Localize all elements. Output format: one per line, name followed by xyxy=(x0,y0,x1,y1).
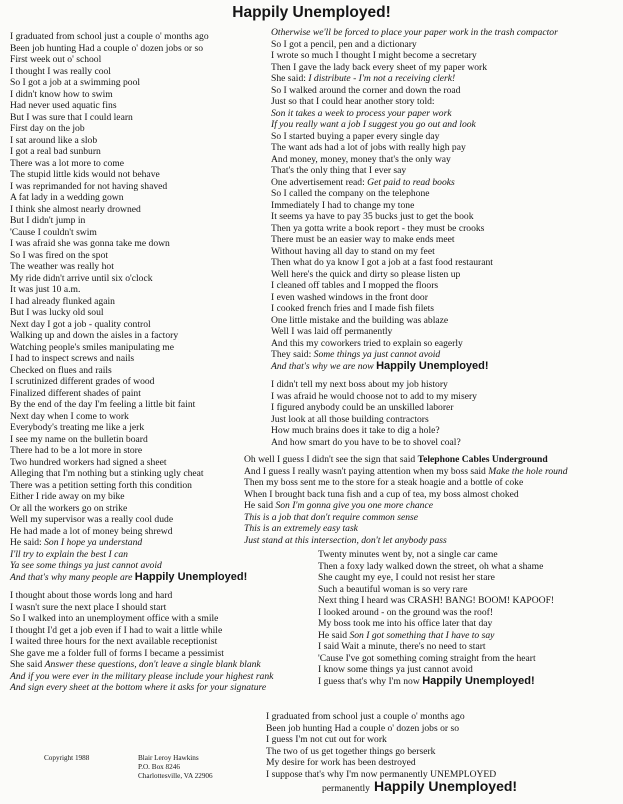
line-text: One little mistake and the building was ablaze xyxy=(271,314,449,326)
line-text: I suppose that's why I'm now permanently UNEMPLOYED xyxy=(266,768,497,780)
poem-line xyxy=(271,142,558,154)
poem-line xyxy=(10,31,273,43)
line-text: I was afraid she was gonna take me down xyxy=(10,238,170,249)
line-text: I even washed windows in the front door xyxy=(271,291,428,303)
line-text: And how smart do you have to be to shovel coal? xyxy=(271,436,461,448)
line-text: Son I got something that I have to say xyxy=(349,629,495,641)
refrain-text: Happily Unemployed! xyxy=(134,570,248,583)
line-text: I cleaned off tables and I mopped the floors xyxy=(271,280,439,291)
line-text: Been job hunting Had a couple o' dozen jobs or so xyxy=(10,42,204,54)
line-text: Son I hope ya understand xyxy=(44,537,143,548)
poem-line xyxy=(10,284,273,296)
final-line-big: Happily Unemployed! xyxy=(373,778,518,794)
line-text: I graduated from school just a couple o' months ago xyxy=(266,711,465,722)
column-right xyxy=(271,27,558,448)
line-text: Without having all day to stand on my feet xyxy=(271,245,435,257)
poem-line xyxy=(266,723,496,735)
poem-line xyxy=(318,572,554,584)
line-text: 'Cause I couldn't swim xyxy=(10,226,97,238)
line-text: 'Cause I've got something coming straight from the heart xyxy=(318,652,536,664)
author-po-box: P.O. Box 8246 xyxy=(138,763,180,771)
line-text: Make the hole round xyxy=(488,465,568,477)
line-text: Then ya gotta write a book report - they must be crooks xyxy=(271,222,485,234)
poem-line xyxy=(244,454,568,466)
poem-line xyxy=(10,135,273,147)
poem-line xyxy=(10,411,273,423)
line-text: I figured anybody could be an unskilled laborer xyxy=(271,402,454,413)
poem-line xyxy=(10,457,273,469)
line-text: The stupid little kids would not behave xyxy=(10,169,160,180)
line-text: The weather was really hot xyxy=(10,261,114,272)
poem-line xyxy=(10,636,273,648)
poem-line xyxy=(318,630,554,642)
column-left xyxy=(10,31,276,694)
poem-line xyxy=(318,676,554,688)
line-text: Either I ride away on my bike xyxy=(10,491,125,502)
line-text: Get paid to read books xyxy=(367,176,455,188)
line-text: Oh well I guess I didn't see the sign that said xyxy=(244,454,418,465)
final-line-small: permanently xyxy=(322,783,370,794)
line-text: I thought about those words long and hard xyxy=(10,590,173,601)
poem-line xyxy=(10,353,273,365)
poem-line xyxy=(10,537,273,549)
poem-line xyxy=(318,549,554,561)
poem-line xyxy=(271,119,558,131)
poem-line xyxy=(10,123,273,135)
line-text: I was reprimanded for not having shaved xyxy=(10,180,168,192)
line-text: I sat around like a slob xyxy=(10,134,98,146)
poem-line xyxy=(271,177,558,189)
poem-line xyxy=(10,227,273,239)
line-text: This is a job that don't require common sense xyxy=(244,511,419,523)
poem-line xyxy=(266,734,496,746)
poem-line xyxy=(10,682,273,694)
line-text: Telephone Cables Underground xyxy=(417,454,548,465)
line-text: And I guess I really wasn't paying attention when my boss said xyxy=(244,465,489,477)
poem-line xyxy=(10,514,273,526)
poem-line xyxy=(318,641,554,653)
line-text: He said xyxy=(318,629,350,641)
poem-line xyxy=(10,342,273,354)
line-text: There was a petition setting forth this condition xyxy=(10,479,192,491)
poem-line xyxy=(10,89,273,101)
line-text: But I was sure that I could learn xyxy=(10,111,133,123)
poem-line xyxy=(318,607,554,619)
line-text: And if you were ever in the military please include your highest rank xyxy=(10,670,274,682)
line-text: That's the only thing that I ever say xyxy=(271,165,407,176)
line-text: It seems ya have to pay 35 bucks just to get the book xyxy=(271,211,474,222)
poem-line xyxy=(10,296,273,308)
line-text: I wrote so much I thought I might become a secretary xyxy=(271,50,477,61)
line-text: I waited three hours for the next available receptionist xyxy=(10,636,218,647)
line-text: So I called the company on the telephone xyxy=(271,188,430,199)
poem-line xyxy=(10,480,273,492)
poem-line xyxy=(271,200,558,212)
stanza-gap xyxy=(10,583,273,590)
poem-line xyxy=(271,414,558,426)
line-text: My desire for work has been destroyed xyxy=(266,757,416,768)
poem-line xyxy=(271,27,558,39)
poem-line xyxy=(318,595,554,607)
line-text: Just so that I could hear another story told: xyxy=(271,96,435,107)
poem-line xyxy=(271,315,558,327)
line-text: I got a real bad sunburn xyxy=(10,146,101,157)
line-text: And money, money, money that's the only way xyxy=(271,153,451,165)
poem-line xyxy=(10,388,273,400)
poem-line xyxy=(10,671,273,683)
line-text: When I brought back tuna fish and a cup of tea, my boss almost choked xyxy=(244,488,519,500)
poem-line xyxy=(271,338,558,350)
line-text: A fat lady in a wedding gown xyxy=(10,192,124,203)
poem-line xyxy=(10,204,273,216)
poem-line xyxy=(10,572,273,584)
poem-line xyxy=(10,422,273,434)
poem-line xyxy=(10,625,273,637)
poem-line xyxy=(10,648,273,660)
line-text: I distribute - I'm not a receiving clerk! xyxy=(308,73,456,84)
poem-line xyxy=(244,535,568,547)
line-text: There had to be a lot more in store xyxy=(10,445,143,456)
poem-line xyxy=(266,746,496,758)
poem-line xyxy=(10,376,273,388)
line-text: There was a lot more to come xyxy=(10,157,125,169)
poem-line xyxy=(271,165,558,177)
poem-line xyxy=(10,158,273,170)
poem-line xyxy=(318,618,554,630)
line-text: Son I'm gonna give you one more chance xyxy=(275,500,433,511)
line-text: So I walked into an unemployment office with a smile xyxy=(10,613,219,624)
poem-line xyxy=(10,43,273,55)
poem-line xyxy=(271,131,558,143)
author-address xyxy=(138,754,213,781)
line-text: Then what do ya know I got a job at a fast food restaurant xyxy=(271,257,493,268)
line-text: I didn't know how to swim xyxy=(10,88,113,100)
line-text: Well my supervisor was a really cool dude xyxy=(10,514,174,525)
poem-line xyxy=(10,100,273,112)
line-text: The want ads had a lot of jobs with really high pay xyxy=(271,142,466,153)
poem-line xyxy=(271,154,558,166)
poem-line xyxy=(10,613,273,625)
poem-line xyxy=(266,757,496,769)
poem-title: Happily Unemployed! xyxy=(232,4,391,21)
line-text: But I didn't jump in xyxy=(10,215,86,226)
line-text: Son it takes a week to process your paper work xyxy=(271,107,452,119)
poem-line xyxy=(10,192,273,204)
line-text: So I started buying a paper every single day xyxy=(271,130,440,142)
poem-line xyxy=(10,261,273,273)
line-text: Just stand at this intersection, don't let anybody pass xyxy=(244,534,447,546)
line-text: I know some things ya just cannot avoid xyxy=(318,664,473,675)
line-text: I said Wait a minute, there's no need to start xyxy=(318,641,486,652)
poem-line xyxy=(10,526,273,538)
poem-line xyxy=(244,523,568,535)
line-text: And that's why many people are xyxy=(10,571,135,583)
poem-line xyxy=(10,215,273,227)
line-text: So I got a pencil, pen and a dictionary xyxy=(271,38,417,50)
poem-line xyxy=(10,66,273,78)
line-text: I wasn't sure the next place I should start xyxy=(10,601,167,613)
poem-line xyxy=(271,85,558,97)
poem-line xyxy=(271,39,558,51)
line-text: I cooked french fries and I made fish filets xyxy=(271,303,435,314)
line-text: She said: xyxy=(271,73,309,84)
line-text: My boss took me into his office later that day xyxy=(318,618,493,629)
poem-line xyxy=(10,319,273,331)
line-text: Then a foxy lady walked down the street, oh what a shame xyxy=(318,560,544,572)
poem-line xyxy=(10,330,273,342)
stanza-gap xyxy=(271,372,558,379)
line-text: I'll try to explain the best I can xyxy=(10,548,128,560)
poem-line xyxy=(10,273,273,285)
line-text: He said xyxy=(244,500,276,511)
poem-line xyxy=(244,466,568,478)
poem-line xyxy=(271,292,558,304)
line-text: She said xyxy=(10,659,45,670)
line-text: I looked around - on the ground was the roof! xyxy=(318,606,494,618)
line-text: He had made a lot of money being shrewd xyxy=(10,525,173,537)
poem-line xyxy=(271,425,558,437)
poem-line xyxy=(271,211,558,223)
poem-line xyxy=(10,549,273,561)
poem-line xyxy=(271,188,558,200)
line-text: I guess that's why I'm now xyxy=(318,675,423,687)
poem-line xyxy=(271,223,558,235)
line-text: She gave me a folder full of forms I became a pessimist xyxy=(10,647,224,659)
poem-line xyxy=(271,257,558,269)
poem-line xyxy=(271,326,558,338)
refrain-text: Happily Unemployed! xyxy=(376,359,489,372)
line-text: Answer these questions, don't leave a single blank blank xyxy=(44,659,261,670)
poem-line xyxy=(318,653,554,665)
line-text: Had never used aquatic fins xyxy=(10,100,117,111)
poem-line xyxy=(10,365,273,377)
poem-line xyxy=(271,50,558,62)
line-text: They said: xyxy=(271,349,314,360)
poem-line xyxy=(244,512,568,524)
line-text: Next day when I come to work xyxy=(10,410,129,422)
line-text: Checked on flues and rails xyxy=(10,364,112,376)
line-text: I had to inspect screws and nails xyxy=(10,353,135,364)
poem-line xyxy=(271,402,558,414)
poem-line xyxy=(244,489,568,501)
line-text: Finalized different shades of paint xyxy=(10,387,141,399)
poem-line xyxy=(271,73,558,85)
line-text: She caught my eye, I could not resist her stare xyxy=(318,572,495,583)
line-text: Just look at all those building contractors xyxy=(271,413,429,425)
line-text: So I got a job at a swimming pool xyxy=(10,77,141,88)
poem-line xyxy=(271,391,558,403)
poem-line xyxy=(10,468,273,480)
line-text: But I was lucky old soul xyxy=(10,307,104,318)
line-text: My ride didn't arrive until six o'clock xyxy=(10,272,153,284)
poem-line xyxy=(10,590,273,602)
line-text: If you really want a job I suggest you go out and look xyxy=(271,119,476,130)
author-city: Charlottesville, VA 22906 xyxy=(138,772,213,780)
poem-line xyxy=(10,399,273,411)
poem-line xyxy=(10,491,273,503)
line-text: Immediately I had to change my tone xyxy=(271,199,415,211)
final-line xyxy=(322,778,517,796)
poem-line xyxy=(271,303,558,315)
line-text: I didn't tell my next boss about my job history xyxy=(271,379,448,390)
poem-line xyxy=(10,181,273,193)
poem-line xyxy=(266,711,496,723)
poem-line xyxy=(271,280,558,292)
line-text: Then I gave the lady back every sheet of my paper work xyxy=(271,61,488,73)
line-text: Then my boss sent me to the store for a steak hoagie and a bottle of coke xyxy=(244,477,524,488)
line-text: There must be an easier way to make ends meet xyxy=(271,234,455,245)
poem-line xyxy=(271,234,558,246)
line-text: Otherwise we'll be forced to place your paper work in the trash compactor xyxy=(271,27,558,38)
poem-line xyxy=(271,437,558,449)
poem-line xyxy=(271,379,558,391)
line-text: So I walked around the corner and down the road xyxy=(271,84,461,96)
poem-line xyxy=(10,434,273,446)
column-final-stanza xyxy=(266,711,496,780)
line-text: I think she almost nearly drowned xyxy=(10,203,141,215)
line-text: Next day I got a job - quality control xyxy=(10,318,151,330)
refrain-text: Happily Unemployed! xyxy=(422,674,535,687)
poem-line xyxy=(10,146,273,158)
line-text: Been job hunting Had a couple o' dozen jobs or so xyxy=(266,722,460,734)
line-text: I see my name on the bulletin board xyxy=(10,433,148,445)
line-text: Such a beautiful woman is so very rare xyxy=(318,583,468,595)
wide-stanza xyxy=(244,454,568,546)
line-text: Twenty minutes went by, not a single car came xyxy=(318,549,498,560)
line-text: It was just 10 a.m. xyxy=(10,284,81,295)
author-name: Blair Leroy Hawkins xyxy=(138,754,199,762)
line-text: Some things ya just cannot avoid xyxy=(313,349,441,360)
line-text: And this my coworkers tried to explain so eagerly xyxy=(271,337,463,349)
line-text: The two of us get together things go berserk xyxy=(266,745,436,757)
line-text: Ya see some things ya just cannot avoid xyxy=(10,560,162,571)
poem-line xyxy=(10,112,273,124)
line-text: By the end of the day I'm feeling a little bit faint xyxy=(10,399,196,410)
line-text: Next thing I heard was CRASH! BANG! BOOM! KAPOOF! xyxy=(318,595,555,606)
line-text: Or all the workers go on strike xyxy=(10,502,128,514)
poem-line xyxy=(10,602,273,614)
line-text: I thought I was really cool xyxy=(10,65,111,77)
poem-line xyxy=(271,108,558,120)
line-text: I graduated from school just a couple o' months ago xyxy=(10,31,209,42)
line-text: I had already flunked again xyxy=(10,295,115,307)
poem-line xyxy=(10,77,273,89)
line-text: How much brains does it take to dig a hole? xyxy=(271,425,440,436)
line-text: One advertisement read: xyxy=(271,176,368,188)
poem-line xyxy=(244,477,568,489)
line-text: I thought I'd get a job even if I had to wait a little while xyxy=(10,624,223,636)
poem-line xyxy=(10,307,273,319)
line-text: Two hundred workers had signed a sheet xyxy=(10,456,167,468)
line-text: This is an extremely easy task xyxy=(244,523,358,534)
poem-line xyxy=(10,250,273,262)
poem-line xyxy=(271,96,558,108)
poem-line xyxy=(10,659,273,671)
poem-line xyxy=(244,500,568,512)
line-text: Walking up and down the aisles in a factory xyxy=(10,330,179,341)
line-text: He said: xyxy=(10,537,45,548)
poem-line xyxy=(10,169,273,181)
line-text: Well I was laid off permanently xyxy=(271,326,393,337)
poem-line xyxy=(10,54,273,66)
line-text: I was afraid he would choose not to add to my misery xyxy=(271,390,477,402)
line-text: I scrutinized different grades of wood xyxy=(10,376,155,387)
line-text: I guess I'm not cut out for work xyxy=(266,734,387,745)
poem-line xyxy=(271,269,558,281)
line-text: So I was fired on the spot xyxy=(10,249,109,261)
line-text: First day on the job xyxy=(10,123,85,134)
line-text: Well here's the quick and dirty so please listen up xyxy=(271,268,461,280)
line-text: Watching people's smiles manipulating me xyxy=(10,341,175,353)
poem-line xyxy=(10,503,273,515)
copyright-notice: Copyright 1988 xyxy=(44,754,90,762)
line-text: And that's why we are now xyxy=(271,360,377,372)
poem-line xyxy=(271,361,558,373)
line-text: And sign every sheet at the bottom where it asks for your signature xyxy=(10,682,267,693)
poem-line xyxy=(10,445,273,457)
poem-line xyxy=(271,62,558,74)
line-text: Alleging that I'm nothing but a stinking ugly cheat xyxy=(10,468,204,479)
line-text: Everybody's treating me like a jerk xyxy=(10,422,145,433)
poem-line xyxy=(318,561,554,573)
poem-line xyxy=(10,238,273,250)
column-lower-right xyxy=(318,549,554,687)
poem-line xyxy=(271,246,558,258)
line-text: First week out o' school xyxy=(10,54,102,65)
poem-line xyxy=(318,584,554,596)
